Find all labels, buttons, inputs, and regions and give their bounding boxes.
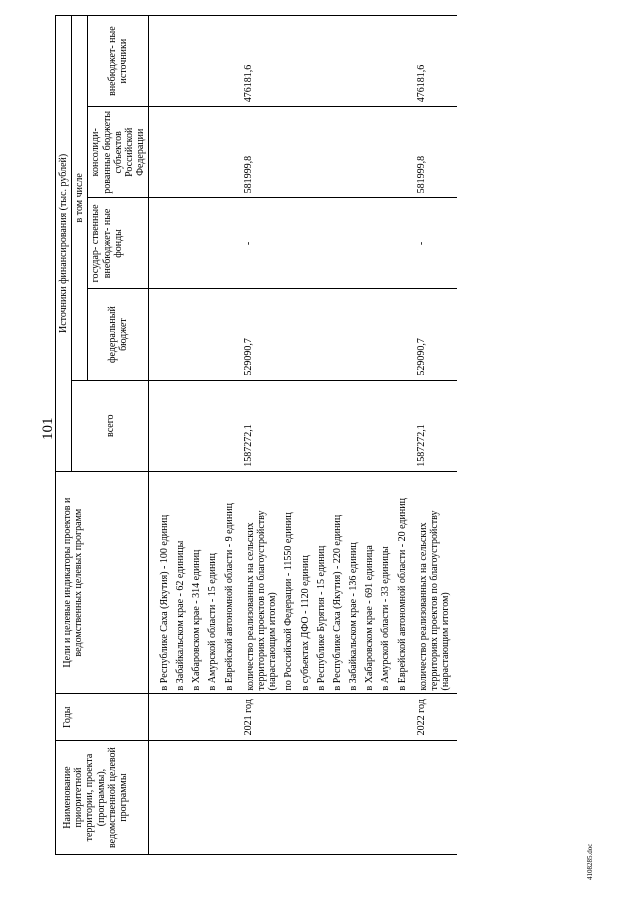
cell-year: 2022 год	[414, 694, 458, 741]
indicator: количество реализованных на сельских территориях проектов по благоустройству (нарастающим итогом)	[417, 510, 452, 691]
cell-total: 1587272,1	[241, 380, 414, 471]
indicator: в Республике Саха (Якутия) - 220 единиц	[331, 514, 343, 691]
cell-federal	[155, 289, 241, 380]
cell-indicators	[155, 471, 241, 694]
cell-state-funds	[155, 198, 241, 289]
indicator: в Еврейской автономной области - 20 единиц	[396, 498, 408, 691]
cell-extrabudget: 476181,6	[241, 16, 414, 107]
header-regional: консолиди- рованные бюджеты субъектов Российской Федерации	[88, 107, 149, 198]
indicator: по Российской Федерации - 11550 единиц	[283, 512, 295, 691]
cell-extrabudget	[155, 16, 241, 107]
indicator: в Амурской области - 15 единиц	[207, 552, 219, 691]
header-financing: Источники финансирования (тыс. рублей)	[56, 16, 72, 472]
indicator: в Амурской области - 33 единицы	[380, 546, 392, 691]
cell-indicators	[241, 471, 414, 694]
cell-total	[155, 380, 241, 471]
header-years: Годы	[56, 694, 149, 741]
header-state-funds: государ- ственные внебюджет- ные фонды	[88, 198, 149, 289]
indicator: в Республике Бурятия - 15 единиц	[315, 545, 327, 691]
table-row	[414, 16, 458, 855]
indicator: в Еврейской автономной области - 9 единиц	[223, 503, 235, 691]
indicator: количество реализованных на сельских территориях проектов по благоустройству (нарастающим итогом)	[244, 510, 279, 691]
header-extrabudget: внебюджет- ные источники	[88, 16, 149, 107]
header-name: Наименование приоритетной территории, проекта (программы), ведомственной целевой программы	[56, 741, 149, 855]
page-number: 101	[40, 417, 56, 440]
cell-regional	[155, 107, 241, 198]
table-row	[241, 16, 414, 855]
table-row	[155, 16, 241, 855]
cell-state-funds: -	[414, 198, 458, 289]
cell-name	[155, 741, 241, 855]
indicator: в субъектах ДФО - 1120 единиц	[299, 555, 311, 691]
header-total: всего	[72, 380, 149, 471]
financing-table	[55, 15, 457, 855]
indicator: в Хабаровском крае - 691 единица	[364, 545, 376, 691]
cell-indicators	[414, 471, 458, 694]
landscape-page	[55, 15, 585, 855]
cell-year: 2021 год	[241, 694, 414, 741]
indicator: в Забайкальском крае - 136 единиц	[348, 542, 360, 691]
footer-code: 4108285.doc	[586, 843, 594, 880]
cell-total: 1587272,1	[414, 380, 458, 471]
header-federal: федеральный бюджет	[88, 289, 149, 380]
indicator: в Хабаровском крае - 314 единиц	[191, 549, 203, 691]
cell-name	[241, 741, 414, 855]
cell-federal: 529090,7	[241, 289, 414, 380]
cell-state-funds: -	[241, 198, 414, 289]
cell-name	[414, 741, 458, 855]
header-in-that-number: в том числе	[72, 16, 88, 381]
cell-regional: 581999,8	[241, 107, 414, 198]
cell-year	[155, 694, 241, 741]
indicator: в Республике Саха (Якутия) - 100 единиц	[158, 514, 170, 691]
cell-federal: 529090,7	[414, 289, 458, 380]
indicator: в Забайкальском крае - 62 единицы	[175, 540, 186, 691]
header-goals: Цели и целевые индикаторы проектов и ведомственных целевых программ	[56, 471, 149, 694]
cell-regional: 581999,8	[414, 107, 458, 198]
cell-extrabudget: 476181,6	[414, 16, 458, 107]
